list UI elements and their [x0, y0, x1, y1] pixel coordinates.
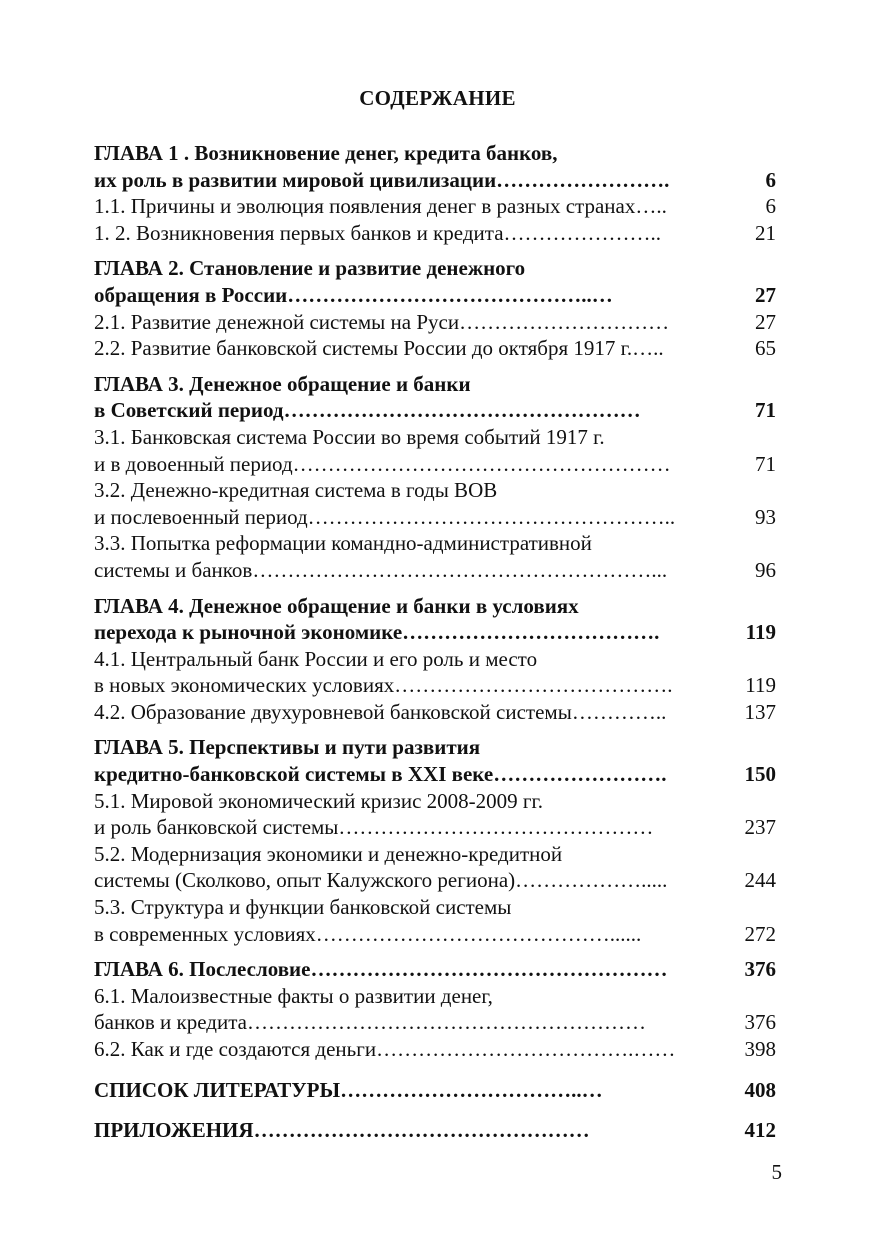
section-6-1-entry[interactable]	[94, 1009, 776, 1036]
dot-leader: …………………………………………	[253, 1118, 590, 1143]
chapter-6-page: 376	[744, 957, 776, 982]
section-1-2-entry[interactable]	[94, 220, 776, 247]
chapter-2-entry[interactable]	[94, 282, 776, 309]
section-5-3-page: 272	[744, 921, 776, 946]
section-2-1-page: 27	[755, 309, 776, 334]
chapter-3-title-line-1: ГЛАВА 3. Денежное обращение и банки	[94, 371, 471, 396]
chapter-3-title-line-2: в Советский период	[94, 398, 284, 423]
table-of-contents	[94, 140, 776, 1144]
section-5-3-entry[interactable]	[94, 921, 776, 948]
section-2-2-title: 2.2. Развитие банковской системы России до октября 1917 г.	[94, 336, 633, 361]
section-5-1-title-line-2: и роль банковской системы	[94, 815, 339, 840]
chapter-4-title-line-1: ГЛАВА 4. Денежное обращение и банки в условиях	[94, 593, 579, 618]
section-1-2-page: 21	[755, 220, 776, 245]
section-5-2-title-line-1: 5.2. Модернизация экономики и денежно-кредитной	[94, 841, 563, 866]
section-3-1-title-line-1: 3.1. Банковская система России во время событий 1917 г.	[94, 424, 605, 449]
section-4-1-entry[interactable]	[94, 672, 776, 699]
chapter-3-page: 71	[755, 398, 776, 423]
chapter-1-entry[interactable]	[94, 167, 776, 194]
section-3-2-page: 93	[755, 504, 776, 529]
appendices-title: ПРИЛОЖЕНИЯ	[94, 1118, 254, 1143]
dot-leader: ……………………………………..…	[287, 282, 613, 307]
section-1-1-page: 6	[765, 194, 776, 219]
section-5-2-title-line-2: системы (Сколково, опыт Калужского региона)	[94, 868, 516, 893]
appendices-entry[interactable]	[94, 1117, 776, 1144]
dot-leader: ……………………………………………..	[307, 504, 676, 529]
section-4-1-title-line-1: 4.1. Центральный банк России и его роль и место	[94, 646, 538, 671]
section-3-1-page: 71	[755, 451, 776, 476]
dot-leader: …………………………………………………	[246, 1010, 646, 1035]
bibliography-title: СПИСОК ЛИТЕРАТУРЫ	[94, 1077, 341, 1102]
dot-leader: …..	[632, 336, 664, 361]
chapter-5-title-line-1: ГЛАВА 5. Перспективы и пути развития	[94, 735, 481, 760]
chapter-3-entry[interactable]	[94, 397, 776, 424]
dot-leader: ……………….....	[515, 868, 668, 893]
dot-leader: …………………..	[503, 220, 662, 245]
chapter-2-title-line-2: обращения в России	[94, 282, 288, 307]
section-5-1-entry[interactable]	[94, 814, 776, 841]
section-6-1-title-line-2: банков и кредита	[94, 1010, 247, 1035]
section-1-1-entry[interactable]	[94, 193, 776, 220]
section-4-1-title-line-2: в новых экономических условиях	[94, 673, 395, 698]
bibliography-entry[interactable]	[94, 1077, 776, 1104]
dot-leader: …………………………	[459, 309, 670, 334]
dot-leader: ……………………………………………	[310, 957, 668, 982]
page-number: 5	[771, 1160, 782, 1184]
section-1-1-title: 1.1. Причины и эволюция появления денег в разных странах	[94, 194, 636, 219]
chapter-6-entry[interactable]	[94, 956, 776, 983]
chapter-5-entry[interactable]	[94, 761, 776, 788]
section-3-3-entry[interactable]	[94, 557, 776, 584]
dot-leader: ……………………………………………	[283, 398, 641, 423]
appendices-page: 412	[744, 1118, 776, 1143]
chapter-5-page: 150	[744, 762, 776, 787]
section-4-1-page: 119	[745, 673, 776, 698]
dot-leader: …………………………………………………...	[252, 557, 668, 582]
section-4-2-title: 4.2. Образование двухуровневой банковской системы	[94, 699, 572, 724]
section-6-1-page: 376	[744, 1010, 776, 1035]
section-4-2-page: 137	[744, 699, 776, 724]
section-5-3-title-line-1: 5.3. Структура и функции банковской системы	[94, 895, 512, 920]
section-1-2-title: 1. 2. Возникновения первых банков и кредита	[94, 220, 504, 245]
chapter-4-page: 119	[745, 620, 776, 645]
section-3-1-entry[interactable]	[94, 451, 776, 478]
chapter-2-page: 27	[755, 282, 776, 307]
dot-leader: ……………………………..…	[340, 1077, 603, 1102]
dot-leader: ……………………………………......	[315, 921, 642, 946]
section-4-2-entry[interactable]	[94, 699, 776, 726]
section-2-1-title: 2.1. Развитие денежной системы на Руси	[94, 309, 460, 334]
bibliography-page: 408	[744, 1077, 776, 1102]
dot-leader: ………………………………………………	[292, 451, 671, 476]
chapter-1-title-line-2: их роль в развитии мировой цивилизации	[94, 167, 497, 192]
section-2-1-entry[interactable]	[94, 309, 776, 336]
section-5-3-title-line-2: в современных условиях	[94, 921, 316, 946]
chapter-1-title-line-1: ГЛАВА 1 . Возникновение денег, кредита банков,	[94, 141, 558, 165]
chapter-4-entry[interactable]	[94, 619, 776, 646]
dot-leader: ……………………………….	[402, 620, 660, 645]
chapter-2-title-line-1: ГЛАВА 2. Становление и развитие денежного	[94, 256, 526, 281]
dot-leader: …………………….	[493, 762, 667, 787]
section-6-1-title-line-1: 6.1. Малоизвестные факты о развитии денег,	[94, 983, 493, 1008]
section-2-2-entry[interactable]	[94, 335, 776, 362]
chapter-6-title: ГЛАВА 6. Послесловие	[94, 957, 311, 982]
dot-leader: ………………………………….	[394, 673, 673, 698]
section-5-1-title-line-1: 5.1. Мировой экономический кризис 2008-2009 гг.	[94, 788, 543, 813]
dot-leader: ……………………………….……	[376, 1037, 676, 1061]
dot-leader: ………………………………………	[338, 815, 654, 840]
section-3-2-title-line-2: и послевоенный период	[94, 504, 308, 529]
chapter-5-title-line-2: кредитно-банковской системы в XXI веке	[94, 762, 494, 787]
dot-leader: …..	[635, 194, 667, 219]
section-3-3-page: 96	[755, 557, 776, 582]
section-6-2-page: 398	[744, 1037, 776, 1061]
section-5-1-page: 237	[744, 815, 776, 840]
section-5-2-page: 244	[744, 868, 776, 893]
dot-leader: …………..	[571, 699, 667, 724]
section-5-2-entry[interactable]	[94, 867, 776, 894]
chapter-1-page: 6	[765, 167, 776, 192]
section-3-3-title-line-1: 3.3. Попытка реформации командно-административной	[94, 531, 592, 556]
section-6-2-entry[interactable]	[94, 1036, 776, 1063]
section-2-2-page: 65	[755, 336, 776, 361]
section-3-1-title-line-2: и в довоенный период	[94, 451, 293, 476]
section-6-2-title: 6.2. Как и где создаются деньги	[94, 1037, 377, 1061]
dot-leader: …………………….	[496, 167, 670, 192]
page-title: СОДЕРЖАНИЕ	[359, 86, 516, 110]
section-3-2-title-line-1: 3.2. Денежно-кредитная система в годы ВОВ	[94, 478, 498, 503]
chapter-4-title-line-2: перехода к рыночной экономике	[94, 620, 403, 645]
section-3-2-entry[interactable]	[94, 504, 776, 531]
section-3-3-title-line-2: системы и банков	[94, 557, 253, 582]
